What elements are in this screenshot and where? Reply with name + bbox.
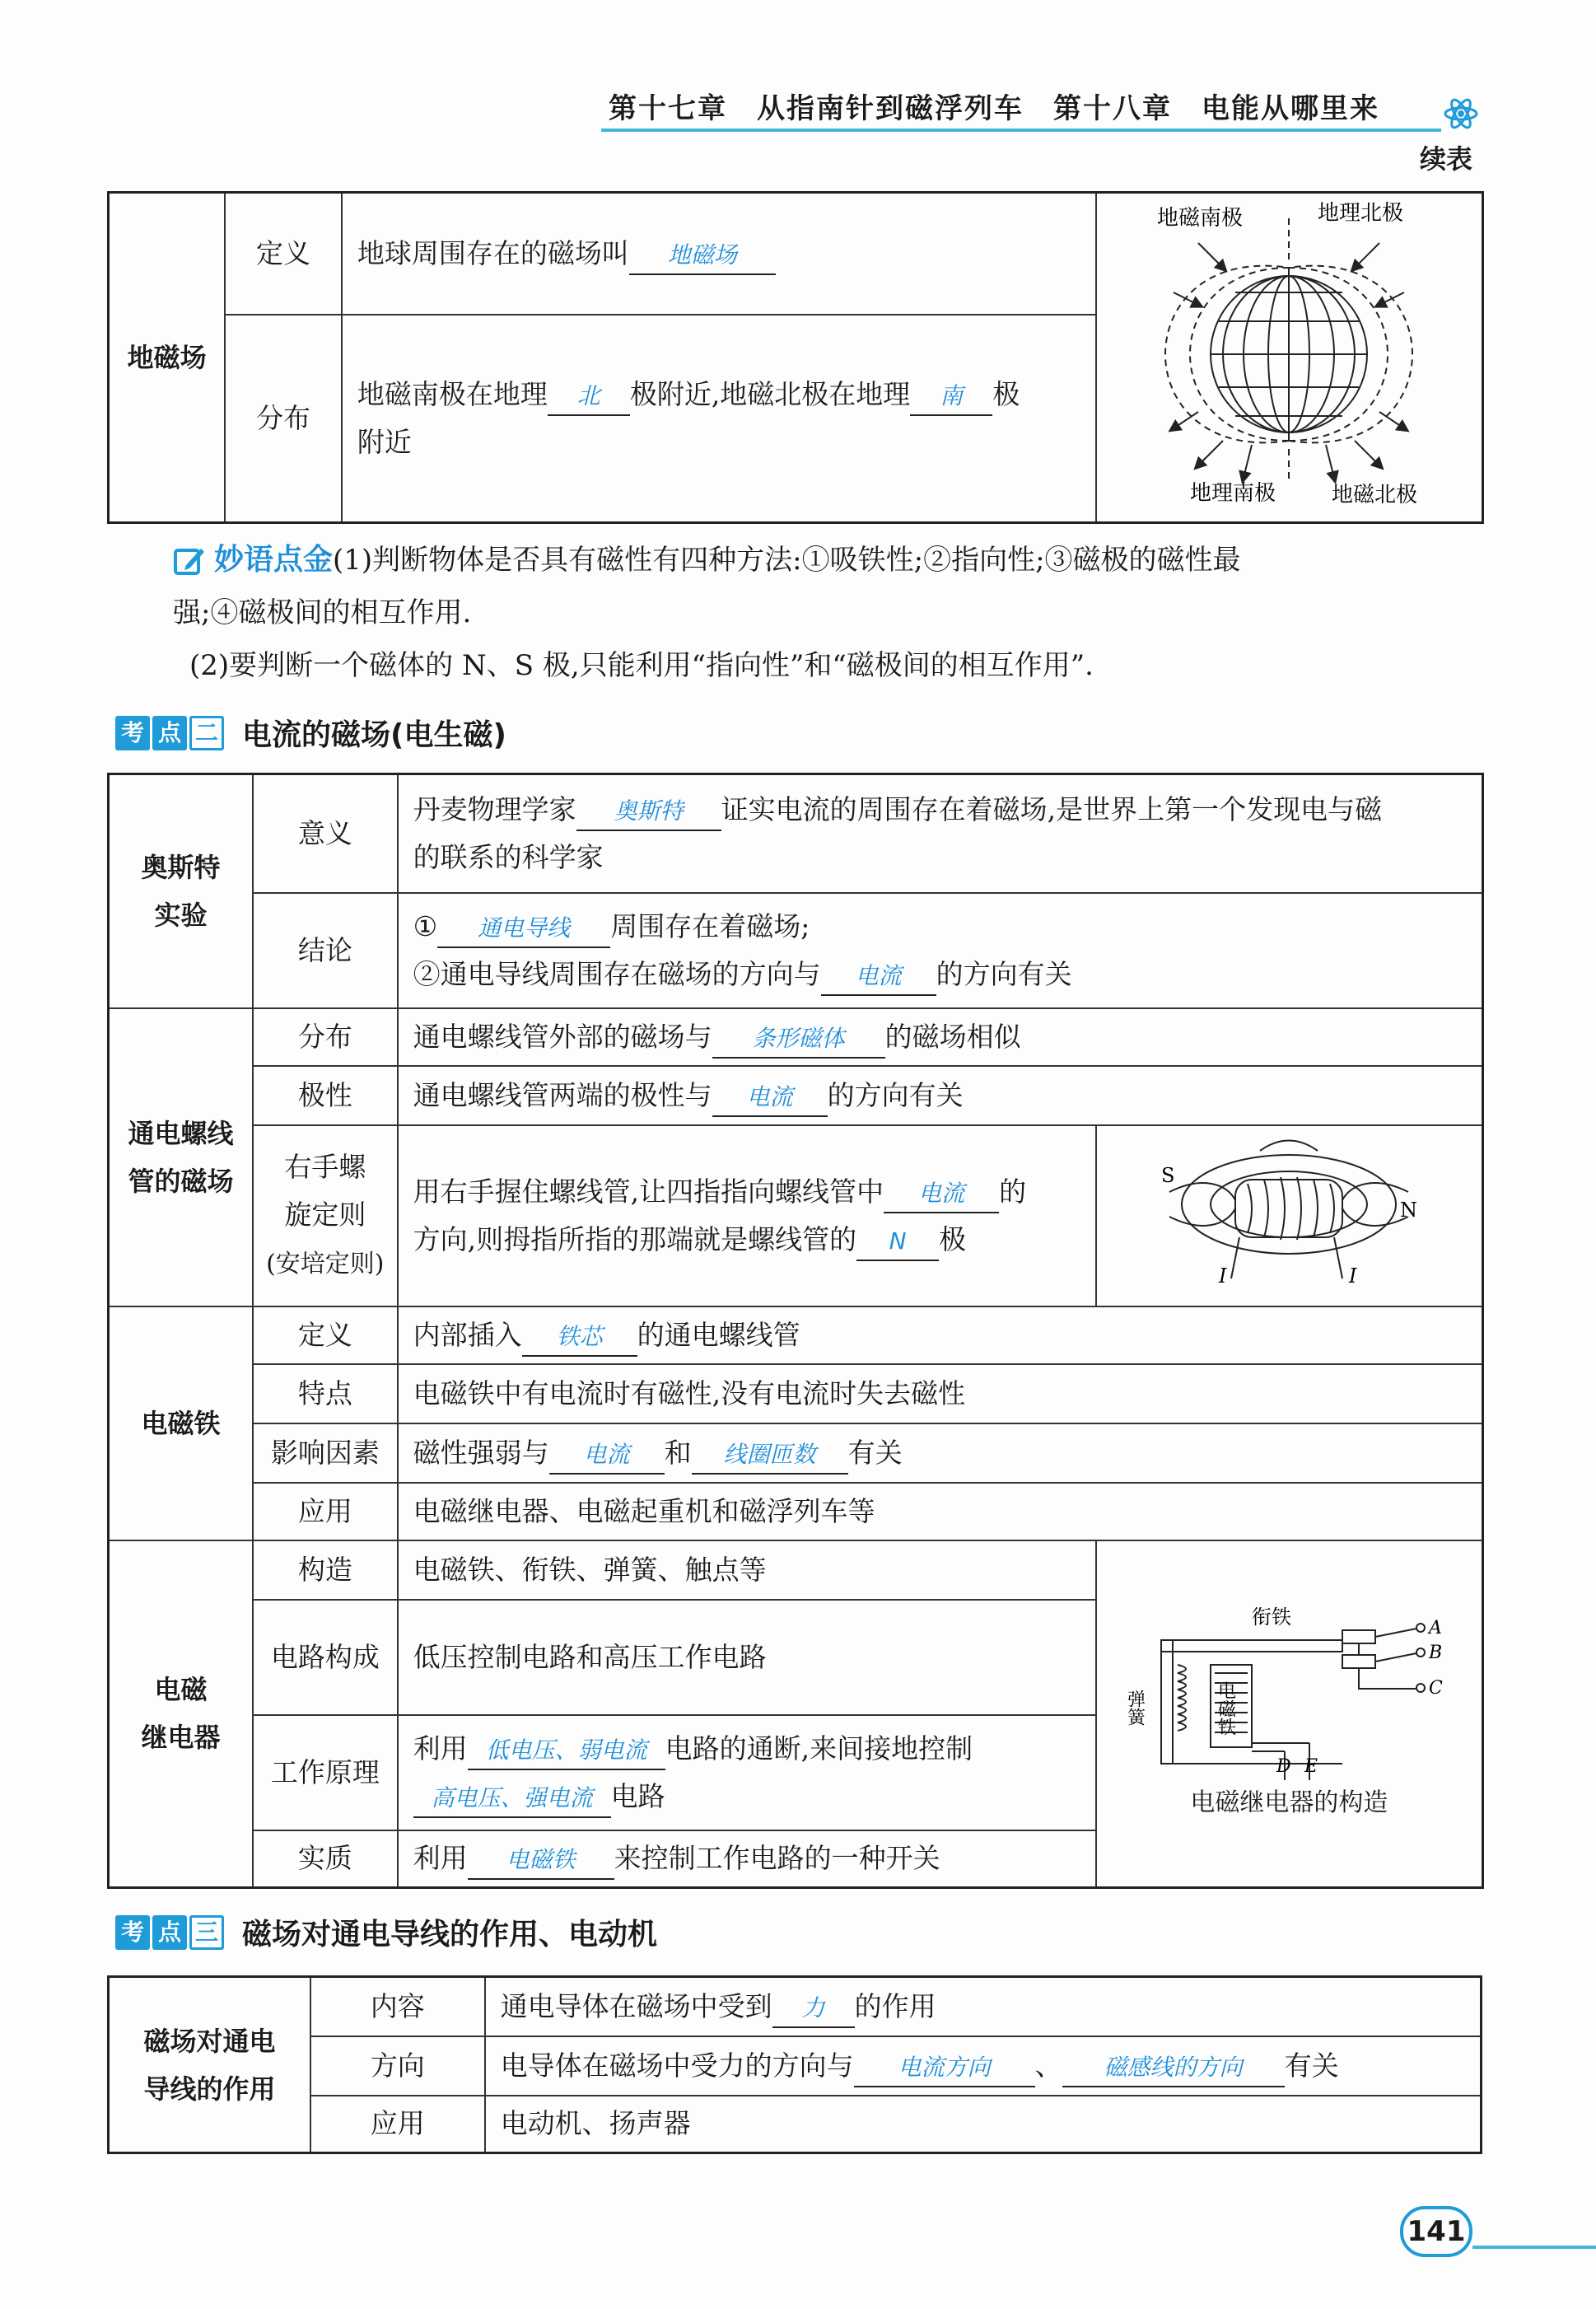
em-app-content: 电磁继电器、电磁起重机和磁浮列车等 bbox=[398, 1483, 1483, 1540]
oersted-mean-label: 意义 bbox=[253, 774, 398, 893]
em-app-label: 应用 bbox=[253, 1483, 398, 1540]
chapter-header: 第十七章 从指南针到磁浮列车 第十八章 电能从哪里来 bbox=[609, 92, 1379, 125]
answer-blank: 铁芯 bbox=[522, 1319, 637, 1357]
tag-number: 二 bbox=[189, 716, 224, 750]
answer-blank: 电流方向 bbox=[854, 2050, 1035, 2087]
relay-str-label: 构造 bbox=[253, 1540, 398, 1600]
answer-blank: 条形磁体 bbox=[712, 1021, 885, 1059]
force-category: 磁场对通电 导线的作用 bbox=[109, 1977, 311, 2153]
geomagnetic-table bbox=[107, 191, 1484, 524]
tip-line-3: (2)要判断一个磁体的 N、S 极,只能利用“指向性”和“磁极间的相互作用”. bbox=[189, 649, 1094, 682]
answer-blank: 通电导线 bbox=[437, 910, 610, 948]
pencil-edit-icon bbox=[173, 545, 206, 578]
answer-blank: 电流 bbox=[821, 958, 936, 996]
force-cont-label: 内容 bbox=[310, 1977, 485, 2036]
label-s: S bbox=[1161, 1163, 1175, 1187]
label-b: B bbox=[1429, 1643, 1443, 1664]
answer-blank: 高电压、强电流 bbox=[413, 1780, 611, 1818]
label-armature: 衔铁 bbox=[1252, 1606, 1292, 1629]
solenoid-rule-label: 右手螺 旋定则 (安培定则) bbox=[253, 1125, 398, 1306]
keypoint-3-heading bbox=[115, 1911, 657, 1953]
oersted-concl-content: ① 通电导线 周围存在着磁场; ②通电导线周围存在磁场的方向与 电流 的方向有关 bbox=[398, 893, 1483, 1008]
solenoid-pol-content: 通电螺线管两端的极性与 电流 的方向有关 bbox=[398, 1066, 1483, 1125]
force-dir-label: 方向 bbox=[310, 2036, 485, 2096]
oersted-mean-content: 丹麦物理学家 奥斯特 证实电流的周围存在着磁场,是世界上第一个发现电与磁 的联系的科学家 bbox=[398, 774, 1483, 893]
label-i-right: I bbox=[1349, 1264, 1357, 1288]
label-spring: 弹簧 bbox=[1124, 1690, 1146, 1727]
relay-circ-content: 低压控制电路和高压工作电路 bbox=[398, 1600, 1096, 1715]
geomagnetic-category: 地磁场 bbox=[109, 193, 226, 523]
force-app-label: 应用 bbox=[310, 2096, 485, 2153]
right-hand-solenoid-diagram bbox=[1153, 1126, 1425, 1291]
force-app-content: 电动机、扬声器 bbox=[485, 2096, 1482, 2153]
relay-category: 电磁 继电器 bbox=[109, 1540, 254, 1888]
label-geo-north: 地理北极 bbox=[1318, 201, 1404, 226]
answer-blank: 电流 bbox=[884, 1176, 999, 1213]
answer-blank: N bbox=[856, 1223, 939, 1261]
tip-line-1: 妙语点金(1)判断物体是否具有磁性有四种方法:①吸铁性;②指向性;③磁极的磁性最 bbox=[173, 534, 1491, 587]
electromagnet-category: 电磁铁 bbox=[109, 1306, 254, 1540]
geo-def-label: 定义 bbox=[225, 193, 342, 315]
geomagnetic-figure bbox=[1096, 193, 1483, 523]
answer-blank: 线圈匝数 bbox=[692, 1437, 848, 1475]
force-cont-content: 通电导体在磁场中受到 力 的作用 bbox=[485, 1977, 1482, 2036]
solenoid-category: 通电螺线 管的磁场 bbox=[109, 1008, 254, 1306]
answer-blank: 北 bbox=[548, 378, 630, 416]
answer-blank: 磁感线的方向 bbox=[1062, 2050, 1285, 2087]
label-n: N bbox=[1400, 1198, 1418, 1222]
tip-title: 妙语点金 bbox=[214, 543, 334, 577]
page-number: 141 bbox=[1400, 2206, 1472, 2257]
answer-blank: 电流 bbox=[712, 1079, 828, 1117]
answer-blank: 低电压、弱电流 bbox=[468, 1732, 665, 1770]
relay-diagram bbox=[1124, 1606, 1449, 1778]
geo-dist-content: 地磁南极在地理 北 极附近,地磁北极在地理 南 极 附近 bbox=[342, 315, 1096, 523]
page-number-rule bbox=[1472, 2246, 1596, 2249]
solenoid-dist-content: 通电螺线管外部的磁场与 条形磁体 的磁场相似 bbox=[398, 1008, 1483, 1066]
current-magnetism-table bbox=[107, 773, 1484, 1889]
relay-prin-label: 工作原理 bbox=[253, 1715, 398, 1830]
tag-dian: 点 bbox=[152, 716, 187, 750]
solenoid-rule-content: 用右手握住螺线管,让四指指向螺线管中 电流 的 方向,则拇指所指的那端就是螺线管的 N 极 bbox=[398, 1125, 1096, 1306]
relay-ess-content: 利用 电磁铁 来控制工作电路的一种开关 bbox=[398, 1830, 1096, 1888]
label-geo-south: 地理南极 bbox=[1190, 481, 1276, 506]
keypoint-2-heading bbox=[115, 712, 506, 754]
oersted-category: 奥斯特 实验 bbox=[109, 774, 254, 1008]
answer-blank: 电流 bbox=[549, 1437, 665, 1475]
atom-icon bbox=[1443, 96, 1479, 132]
label-electromagnet: 电磁铁 bbox=[1215, 1681, 1236, 1736]
answer-blank: 南 bbox=[910, 378, 992, 416]
em-factor-label: 影响因素 bbox=[253, 1423, 398, 1483]
continued-label: 续表 bbox=[1419, 143, 1472, 175]
label-d: D bbox=[1276, 1756, 1291, 1778]
tag-number: 三 bbox=[189, 1915, 224, 1950]
relay-prin-content: 利用 低电压、弱电流 电路的通断,来间接地控制 高电压、强电流 电路 bbox=[398, 1715, 1096, 1830]
oersted-concl-label: 结论 bbox=[253, 893, 398, 1008]
relay-circ-label: 电路构成 bbox=[253, 1600, 398, 1715]
force-table bbox=[107, 1975, 1482, 2154]
earth-field-diagram bbox=[1108, 194, 1470, 507]
header-rule bbox=[601, 129, 1441, 132]
tag-dian: 点 bbox=[152, 1915, 187, 1950]
answer-blank: 奥斯特 bbox=[576, 793, 721, 831]
answer-blank: 地磁场 bbox=[629, 237, 776, 275]
answer-blank: 力 bbox=[772, 1990, 855, 2028]
label-e: E bbox=[1304, 1756, 1318, 1778]
relay-caption: 电磁继电器的构造 bbox=[1190, 1788, 1388, 1818]
label-c: C bbox=[1429, 1678, 1444, 1699]
em-def-label: 定义 bbox=[253, 1306, 398, 1364]
solenoid-figure bbox=[1096, 1125, 1483, 1306]
em-factor-content: 磁性强弱与 电流 和 线圈匝数 有关 bbox=[398, 1423, 1483, 1483]
relay-figure bbox=[1096, 1540, 1483, 1888]
relay-ess-label: 实质 bbox=[253, 1830, 398, 1888]
label-geomag-north: 地磁北极 bbox=[1332, 483, 1418, 507]
label-i-left: I bbox=[1219, 1264, 1227, 1288]
em-def-content: 内部插入 铁芯 的通电螺线管 bbox=[398, 1306, 1483, 1364]
label-geomag-south: 地磁南极 bbox=[1157, 206, 1244, 231]
geo-def-content: 地球周围存在的磁场叫 地磁场 bbox=[342, 193, 1096, 315]
em-feat-label: 特点 bbox=[253, 1364, 398, 1423]
tag-kao: 考 bbox=[115, 1915, 150, 1950]
em-feat-content: 电磁铁中有电流时有磁性,没有电流时失去磁性 bbox=[398, 1364, 1483, 1423]
force-dir-content: 电导体在磁场中受力的方向与 电流方向 、 磁感线的方向 有关 bbox=[485, 2036, 1482, 2096]
keypoint-3-title: 磁场对通电导线的作用、电动机 bbox=[242, 1918, 658, 1951]
solenoid-dist-label: 分布 bbox=[253, 1008, 398, 1066]
solenoid-pol-label: 极性 bbox=[253, 1066, 398, 1125]
tag-kao: 考 bbox=[115, 716, 150, 750]
geo-dist-label: 分布 bbox=[225, 315, 342, 523]
label-a: A bbox=[1429, 1618, 1443, 1639]
tip-box bbox=[173, 534, 1491, 692]
keypoint-2-title: 电流的磁场(电生磁) bbox=[242, 718, 506, 752]
relay-str-content: 电磁铁、衔铁、弹簧、触点等 bbox=[398, 1540, 1096, 1600]
tip-line-2: 强;④磁极间的相互作用. bbox=[173, 596, 472, 629]
answer-blank: 电磁铁 bbox=[468, 1842, 614, 1880]
